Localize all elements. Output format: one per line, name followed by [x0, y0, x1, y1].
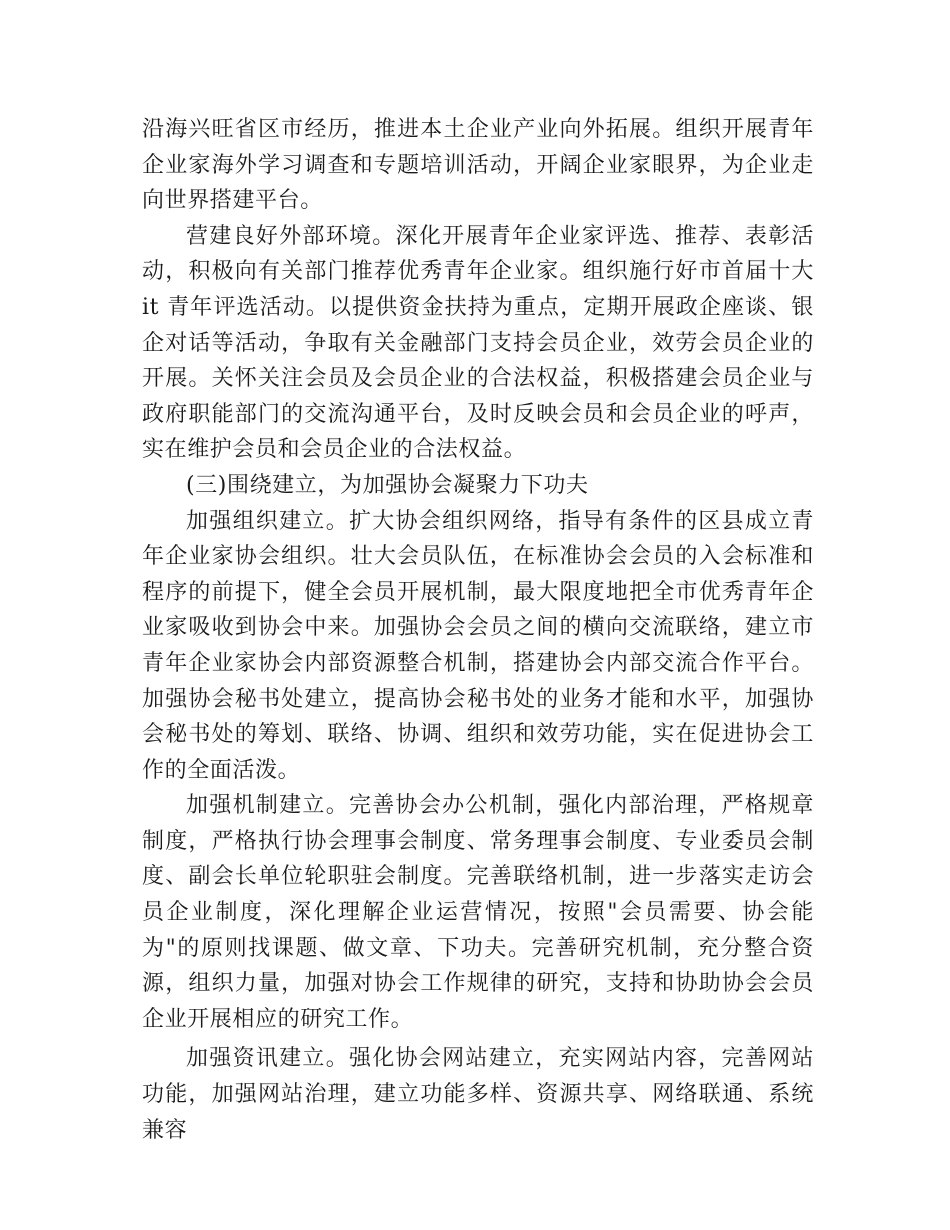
paragraph-information — [142, 1041, 814, 1148]
text-line: 收到协会中来。加强协会会员之间的横向交流联络，建立市青年企业 — [142, 615, 814, 676]
paragraph-organization — [142, 504, 814, 789]
text-line: 会员企业的合法权益。 — [300, 437, 527, 463]
text-line: 度，严格执行协会理事会制度、常务理事会制度、专业委员会制度、 — [142, 828, 814, 890]
text-line: 家协会内部资源整合机制，搭建协会内部交流合作平台。加强协会秘 — [142, 650, 814, 712]
text-line: 课题、做文章、下功夫。完善研究机制，充分整合资源，组织力量， — [142, 935, 814, 997]
text-line: 关注会员及会员企业的合法权益，积极搭建会员企业与政府职能部门 — [142, 366, 814, 427]
text-line: 能，加强网站治理，建立功能多样、资源共享、网络联通、系统兼容 — [142, 1082, 814, 1143]
text-line: 加强资讯建立。强化协会网站建立，充实网站内容，完善网站功 — [142, 1046, 814, 1108]
paragraph-intro — [142, 112, 814, 219]
text-line: 积极向有关部门推荐优秀青年企业家。组织施行好市首届十大 it 青年 — [142, 259, 815, 320]
text-line: 营建良好外部环境。深化开展青年企业家评选、推荐、表彰活动， — [142, 223, 814, 285]
text-line: 书处建立，提高协会秘书处的业务才能和水平，加强协会秘书处的筹 — [142, 686, 814, 748]
text-line: 副会长单位轮职驻会制度。完善联络机制，进一步落实走访会员企业 — [142, 864, 815, 926]
text-line: 加强对协会工作规律的研究，支持和协助协会会员企业开展相应的研 — [142, 971, 815, 1032]
text-line: 的前提下，健全会员开展机制，最大限度地把全市优秀青年企业家吸 — [142, 579, 815, 641]
section-heading — [142, 468, 814, 504]
paragraph-environment — [142, 219, 814, 468]
heading-text: (三)围绕建立，为加强协会凝聚力下功夫 — [186, 472, 589, 498]
text-line: 加强组织建立。扩大协会组织网络，指导有条件的区县成立青年 — [142, 508, 814, 570]
text-line: 加强机制建立。完善协会办公机制，强化内部治理，严格规章制 — [142, 793, 814, 854]
text-line: 企业家协会组织。壮大会员队伍，在标准协会会员的入会标准和程序 — [142, 544, 814, 605]
text-line: 制度，深化理解企业运营情况，按照"会员需要、协会能为"的原则找 — [142, 900, 814, 961]
text-line: 究工作。 — [322, 1006, 414, 1032]
document-page — [142, 112, 814, 1148]
paragraph-mechanism — [142, 788, 814, 1037]
text-line: 评选活动。以提供资金扶持为重点，定期开展政企座谈、银企对话等 — [142, 294, 814, 356]
text-line: 沿海兴旺省区市经历，推进本土企业产业向外拓展。组织开展青年企 — [142, 117, 814, 178]
text-line: 界搭建平台。 — [187, 188, 323, 214]
text-line: 划、联络、协调、组织和效劳功能，实在促进协会工作的全面活泼。 — [142, 722, 814, 783]
text-line: 活动，争取有关金融部门支持会员企业，效劳会员企业的开展。关怀 — [142, 330, 814, 392]
text-line: 的交流沟通平台，及时反映会员和会员企业的呼声，实在维护会员和 — [142, 401, 814, 463]
text-line: 业家海外学习调查和专题培训活动，开阔企业家眼界，为企业走向世 — [142, 152, 814, 214]
